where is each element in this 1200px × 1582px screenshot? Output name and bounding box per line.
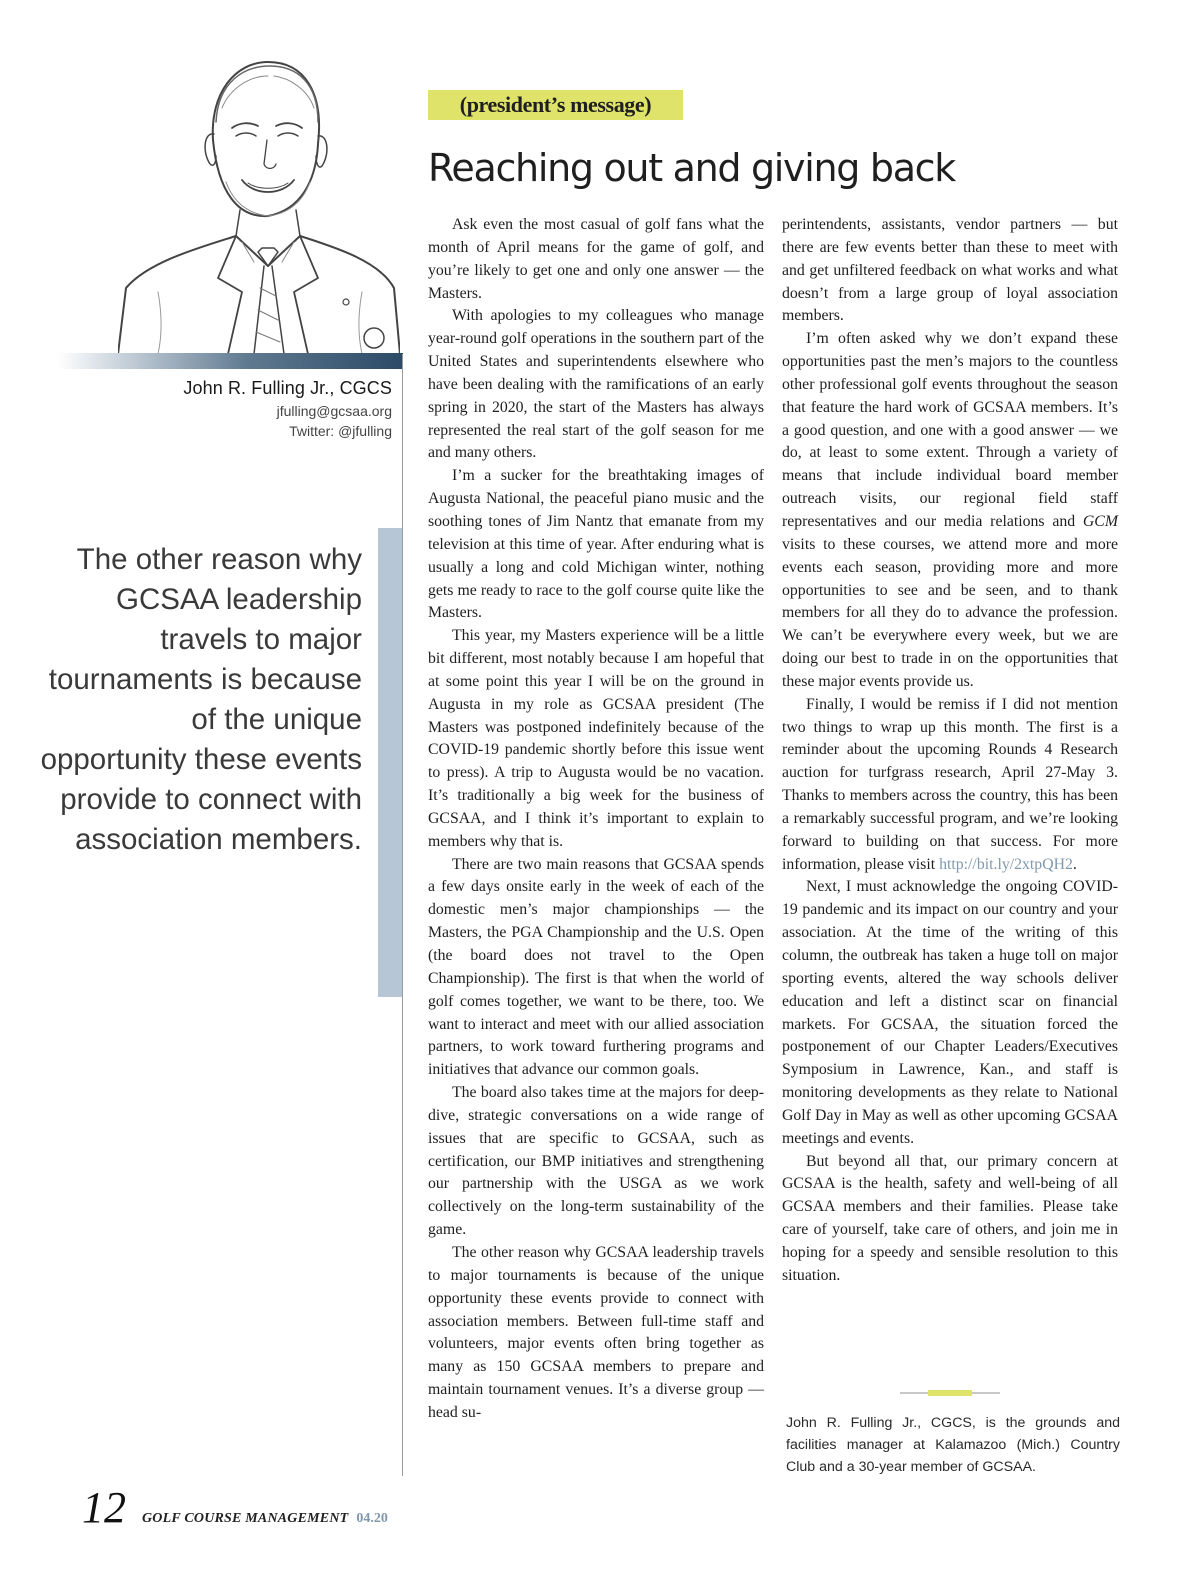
article-paragraph: I’m a sucker for the breathtaking images of Augusta National, the peaceful piano music and the soothing tones of Jim Nantz that emanate from my television at this time of year. After enduring what is usually a long and cold Michigan winter, nothing gets me ready to race to the golf course quite like the Masters.: [428, 467, 764, 622]
magazine-abbrev: GCM: [1082, 512, 1118, 530]
article-paragraph: The other reason why GCSAA leadership travels to major tournaments is because of the unique opportunity these events provide to connect with association members. Between full-time staff and volunteers, major events often bring together as many as 150 GCSAA members to prepare and maintain tournament venues. It’s a diverse group — head su-: [428, 1243, 764, 1421]
article-paragraph: With apologies to my colleagues who manage year-round golf operations in the southern part of the United States and superintendents elsewhere who have been dealing with the ramifications of an early spring in 2020, the start of the Masters has always represented the real start of the golf season for me and many others.: [428, 307, 764, 462]
author-twitter[interactable]: Twitter: @jfulling: [289, 423, 392, 439]
article-paragraph: This year, my Masters experience will be a little bit different, most notably because I am hopeful that at some point this year I will be on the ground in Augusta in my role as GCSAA president (The Masters was postponed indefinitely because of the COVID-19 pandemic shortly before this issue went to press). A trip to Augusta would be no vacation. It’s traditionally a big week for the business of GCSAA, and I think it’s important to explain to members why that is.: [428, 627, 764, 850]
article-paragraph: There are two main reasons that GCSAA spends a few days onsite early in the week of each of the domestic men’s major championships — the Masters, the PGA Championship and the U.S. Open (the board does not travel to the Open Championship). The first is that when the world of golf comes together, we want to be there, too. We want to interact and meet with our allied association partners, to work toward furthering programs and initiatives that advance our common goals.: [428, 855, 764, 1079]
article-paragraph: But beyond all that, our primary concern at GCSAA is the health, safety and well-being of all GCSAA members and their families. Please take care of yourself, take care of others, and join me in hoping for a speedy and sensible resolution to this situation.: [782, 1152, 1118, 1284]
paragraph-text: .: [1072, 855, 1077, 873]
magazine-name: GOLF COURSE MANAGEMENT: [142, 1511, 349, 1526]
portrait-rule-bar: [58, 353, 403, 369]
column-divider: [402, 354, 403, 1476]
article-paragraph: perintendents, assistants, vendor partners — but there are few events better than these to meet with and get unfiltered feedback on what works and what doesn’t from a large group of loyal association members.: [782, 216, 1118, 325]
pull-quote-bar: [378, 528, 402, 997]
author-bio: John R. Fulling Jr., CGCS, is the grounds and facilities manager at Kalamazoo (Mich.) Country Club and a 30-year member of GCSAA.: [786, 1415, 1120, 1475]
author-byline: [183, 378, 392, 439]
pull-quote: The other reason why GCSAA leadership travels to major tournaments is because of the unique opportunity these events provide to connect with association members.: [40, 543, 362, 856]
article-column-right: [782, 214, 1118, 1288]
author-name: John R. Fulling Jr., CGCS: [183, 378, 392, 398]
author-email[interactable]: jfulling@gcsaa.org: [276, 403, 392, 419]
article-paragraph: Next, I must acknowledge the ongoing COVID-19 pandemic and its impact on our country and your association. At the time of the writing of this column, the outbreak has taken a huge toll on major sporting events, altered the way schools deliver education and left a distinct scar on financial markets. For GCSAA, the situation forced the postponement of our Chapter Leaders/Executives Symposium in Lawrence, Kan., and staff is monitoring developments as they relate to National Golf Day in May as well as other upcoming GCSAA meetings and events.: [782, 878, 1118, 1147]
issue-date: 04.20: [356, 1511, 388, 1526]
paragraph-text: Finally, I would be remiss if I did not mention two things to wrap up this month. The first is a reminder about the upcoming Rounds 4 Research auction for turfgrass research, April 27-May 3. Thanks to members across the country, this has been a remarkably successful program, and we’re looking forward to building on that success. For more information, please visit: [782, 695, 1118, 873]
paragraph-text: visits to these courses, we attend more and more events each season, providing more and more opportunities to see and be seen, and to thank members for all they do to advance the profession. We can’t be everywhere every week, but we are doing our best to trade in on the opportunities that these major events provide us.: [782, 535, 1118, 690]
author-portrait: [118, 52, 400, 354]
paragraph-text: I’m often asked why we don’t expand these opportunities past the men’s majors to the countless other professional golf events throughout the season that feature the hard work of GCSAA members. It’s a good question, and one with a good answer — we do, at least to some extent. Through a variety of means that include individual board member outreach visits, our regional field staff representatives and our media relations and: [782, 330, 1118, 530]
page-number: 12: [82, 1483, 126, 1532]
rounds4research-link[interactable]: http://bit.ly/2xtpQH2: [939, 855, 1073, 873]
article-paragraph: Ask even the most casual of golf fans what the month of April means for the game of golf, and you’re likely to get one and only one answer — the Masters.: [428, 216, 764, 302]
end-rule-mark: [928, 1390, 972, 1396]
article-paragraph: The board also takes time at the majors for deep-dive, strategic conversations on a wide range of issues that are specific to GCSAA, such as certification, our BMP initiatives and strengthening our partnership with the USGA as we work collectively on the long-term sustainability of the game.: [428, 1084, 764, 1239]
end-rule: [900, 1392, 1000, 1394]
article-paragraph: [782, 694, 1118, 877]
article-column-left: [428, 214, 764, 1425]
page-footer: [82, 1482, 388, 1533]
section-kicker: (president’s message): [428, 90, 683, 120]
article-paragraph: [782, 328, 1118, 694]
page-title: Reaching out and giving back: [428, 146, 955, 190]
